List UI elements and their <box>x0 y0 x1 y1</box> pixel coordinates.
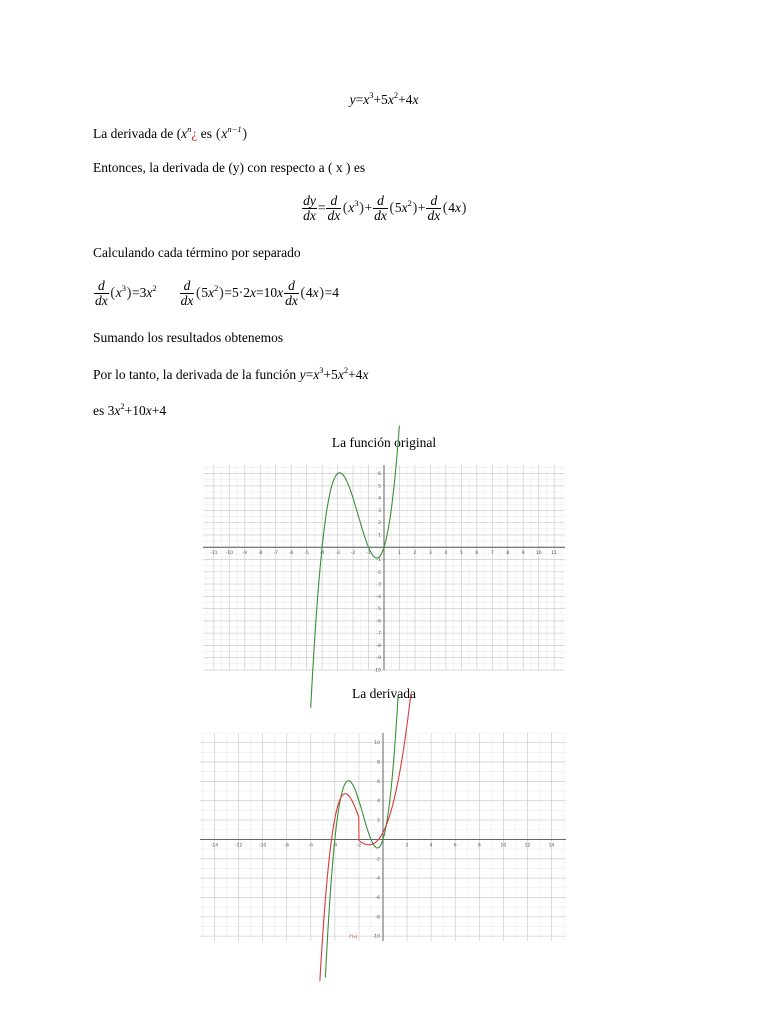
x-tick-label: -3 <box>335 551 340 557</box>
y-tick-label: -1 <box>376 558 381 564</box>
frac-num: d <box>180 279 195 294</box>
frac-num: d <box>94 279 109 294</box>
y-tick-label: -7 <box>376 631 381 637</box>
x-tick-label: -7 <box>273 551 278 557</box>
x-tick-label: 10 <box>535 551 542 557</box>
frac-num: d <box>326 194 341 209</box>
y-tick-label: 6 <box>377 779 380 785</box>
x-tick-label: -6 <box>288 551 294 557</box>
y-tick-label: -2 <box>376 570 381 576</box>
x-tick-label: 3 <box>428 551 432 557</box>
sumando-line: Sumando los resultados obtenemos <box>93 330 284 345</box>
y-tick-label: -6 <box>376 619 381 625</box>
x-tick-label: 14 <box>548 843 555 849</box>
frac-den: dx <box>95 293 108 309</box>
y-tick-label: -2 <box>375 857 380 863</box>
x-tick-label: -2 <box>356 843 362 849</box>
y-tick-label: 5 <box>378 484 381 490</box>
x-tick-label: 7 <box>490 551 494 557</box>
y-tick-label: 8 <box>377 760 380 766</box>
frac-den: dx <box>327 208 341 224</box>
y-tick-label: -10 <box>373 668 381 674</box>
paren-right: ) <box>242 126 248 142</box>
x-tick-label: 8 <box>506 551 510 557</box>
rule-x: x <box>221 126 228 141</box>
y-tick-label: 2 <box>378 521 381 527</box>
x-tick-label: 5 <box>459 551 463 557</box>
original-function-graph <box>203 465 565 674</box>
conclusion-text: Por lo tanto, la derivada de la función <box>93 367 297 382</box>
x-tick-label: -14 <box>210 843 219 849</box>
x-tick-label: -9 <box>242 551 248 557</box>
y-tick-label: -9 <box>376 656 381 662</box>
x-tick-label: 10 <box>500 843 507 849</box>
y-tick-label: 2 <box>377 818 380 824</box>
x-tick-label: 8 <box>477 843 481 849</box>
caption-original-function: La función original <box>331 435 437 450</box>
y-tick-label: 10 <box>374 741 380 747</box>
exponent-2: 2 <box>393 90 399 100</box>
x-tick-label: 11 <box>551 551 558 557</box>
x-tick-label: 9 <box>521 551 525 557</box>
frac-den: dx <box>374 208 387 224</box>
y-tick-label: -6 <box>375 895 380 901</box>
x-tick-label: 12 <box>524 843 531 849</box>
individual-derivatives-formula: $\frac{d}{dx}$ $(x^3)=3x^2$ $\frac{d}{dx}$ $(5x^2)=5\cdot 2x=10x$ $\frac{d}{dx}$ (4x)=4 <box>95 278 339 309</box>
y-tick-label: 4 <box>378 496 381 502</box>
frac-den: dx <box>180 293 194 309</box>
paren-left: ( <box>215 126 221 142</box>
y-tick-label: -8 <box>376 643 381 649</box>
y-tick-label: -4 <box>376 594 381 600</box>
x-tick-label: -8 <box>284 843 289 849</box>
main-function-formula <box>0 90 768 108</box>
frac-num: d <box>284 279 299 294</box>
x-tick-label: -1 <box>366 551 371 557</box>
derivative-graph <box>200 733 566 941</box>
x-tick-label: -4 <box>319 551 325 557</box>
y-tick-label: 4 <box>377 799 380 805</box>
fraction-d-dx <box>180 279 195 308</box>
y-tick-label: -10 <box>372 934 380 940</box>
fraction-d-dx <box>373 194 388 223</box>
y-tick-label: -5 <box>376 607 381 613</box>
formula-y: y <box>349 92 356 107</box>
fraction-d-dx <box>284 279 299 308</box>
y-tick-label: 6 <box>378 472 381 478</box>
fraction-d-dx <box>426 194 441 223</box>
fraction-d-dx <box>326 194 341 223</box>
rule-mark: ¿ <box>191 126 198 141</box>
formula-x: x <box>363 92 370 107</box>
x-tick-label: -10 <box>258 843 267 849</box>
frac-num: d <box>373 194 388 209</box>
y-tick-label: 1 <box>378 533 381 539</box>
x-tick-label: 6 <box>453 843 457 849</box>
x-tick-label: -10 <box>225 551 233 557</box>
x-tick-label: -11 <box>210 551 218 557</box>
y-tick-label: -3 <box>376 582 381 588</box>
x-tick-label: 2 <box>405 843 409 849</box>
conclusion-line: Por lo tanto, la derivada de la función $y=x^3+5x^2+4x$ <box>93 365 369 382</box>
frac-den: dx <box>303 208 316 224</box>
x-tick-label: 6 <box>475 551 479 557</box>
term-5: +5 <box>373 92 388 107</box>
x-tick-label: -6 <box>308 843 314 849</box>
x-tick-label: 4 <box>444 551 448 557</box>
y-tick-label: -4 <box>375 876 380 882</box>
calculando-line: Calculando cada término por separado <box>93 245 301 260</box>
power-rule-line <box>93 124 248 143</box>
caption-derivative: La derivada <box>351 686 417 701</box>
frac-den: dx <box>285 293 298 309</box>
x-tick-label: -4 <box>332 843 338 849</box>
exponent-3: 3 <box>369 90 374 100</box>
rule-text-b: es <box>197 126 216 141</box>
x-tick-label: 2 <box>413 551 417 557</box>
y-tick-label: -8 <box>375 915 380 921</box>
result-es-text: es <box>93 403 105 418</box>
x-tick-label: -12 <box>234 843 243 849</box>
derivative-sum-formula: $\frac{dy}{dx}$ = $\frac{d}{dx}$ $(x^3)+$ $\frac{d}{dx}$ $(5x^2)+$ $\frac{d}{dx}$ (4x) <box>303 193 467 224</box>
rule-exponent-n-minus-1: n−1 <box>227 124 242 134</box>
x-tick-label: -5 <box>304 551 309 557</box>
rule-exponent-n: n <box>187 124 192 134</box>
equals-sign: = <box>355 92 364 107</box>
result-line: es $3x^2+10x+4$ <box>93 401 167 418</box>
formula-x: x <box>412 92 419 107</box>
frac-num: d <box>426 194 441 209</box>
derivative-label: f'(x) <box>349 934 358 940</box>
y-tick-label: 3 <box>378 508 381 514</box>
rule-x: x <box>181 126 188 141</box>
entonces-line: Entonces, la derivada de (y) con respecto a ( x ) es <box>93 160 366 175</box>
x-tick-label: -2 <box>350 551 356 557</box>
frac-num: dy <box>303 193 316 208</box>
fraction-dy-dx <box>302 194 317 223</box>
x-tick-label: 1 <box>398 551 401 557</box>
formula-x: x <box>387 92 394 107</box>
frac-den: dx <box>427 208 441 224</box>
x-tick-label: 4 <box>429 843 433 849</box>
fraction-d-dx <box>94 279 109 308</box>
x-tick-label: -8 <box>257 551 263 557</box>
term-4: +4 <box>398 92 413 107</box>
rule-text-a: La derivada de ( <box>93 126 182 141</box>
